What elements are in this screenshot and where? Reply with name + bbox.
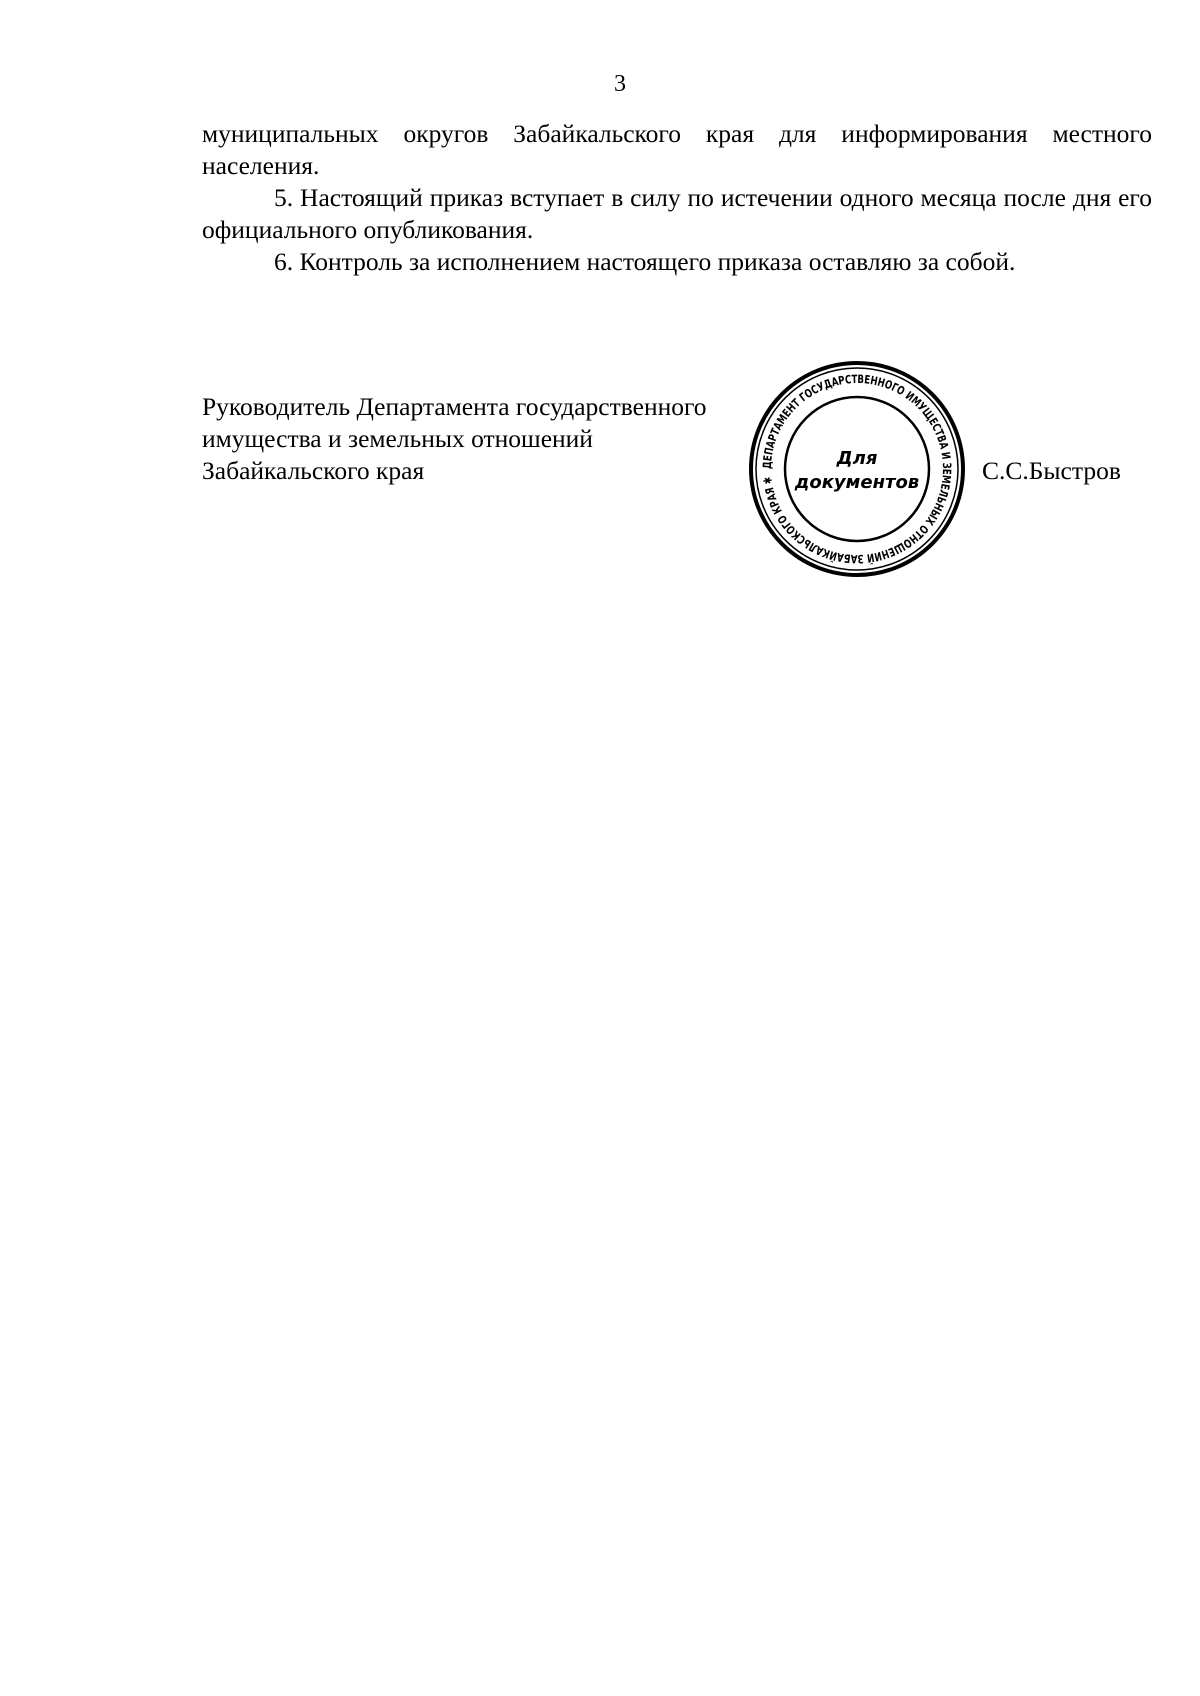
seal-outer-ring bbox=[751, 363, 963, 575]
official-seal bbox=[746, 358, 968, 580]
seal-ring-text: ДЕПАРТАМЕНТ ГОСУДАРСТВЕННОГО ИМУЩЕСТВА И ЗЕМЕЛЬНЫХ ОТНОШЕНИЙ ЗАБАЙКАЛЬСКОГО КРАЯ ✱ bbox=[759, 371, 955, 567]
seal-inner-ring bbox=[785, 397, 929, 541]
seal-center-line-1: Для bbox=[836, 448, 878, 469]
seal-graphic bbox=[746, 358, 968, 580]
position-line-3: Забайкальского края bbox=[202, 456, 425, 485]
paragraph-continuation: муниципальных округов Забайкальского края для информирования местного населения. bbox=[202, 119, 1152, 180]
paragraph-item-5: 5. Настоящий приказ вступает в силу по истечении одного месяца после дня его официального опубликования. bbox=[202, 183, 1152, 244]
page-number: 3 bbox=[614, 71, 626, 97]
signature-position bbox=[202, 391, 762, 487]
seal-outer-ring-inner bbox=[756, 368, 958, 570]
position-line-2: имущества и земельных отношений bbox=[202, 424, 593, 453]
signer-name: С.С.Быстров bbox=[982, 456, 1121, 485]
document-body bbox=[202, 118, 1152, 278]
seal-center-line-2: документов bbox=[794, 472, 920, 493]
paragraph-item-6: 6. Контроль за исполнением настоящего приказа оставляю за собой. bbox=[274, 247, 1016, 276]
position-line-1: Руководитель Департамента государственного bbox=[202, 392, 707, 421]
